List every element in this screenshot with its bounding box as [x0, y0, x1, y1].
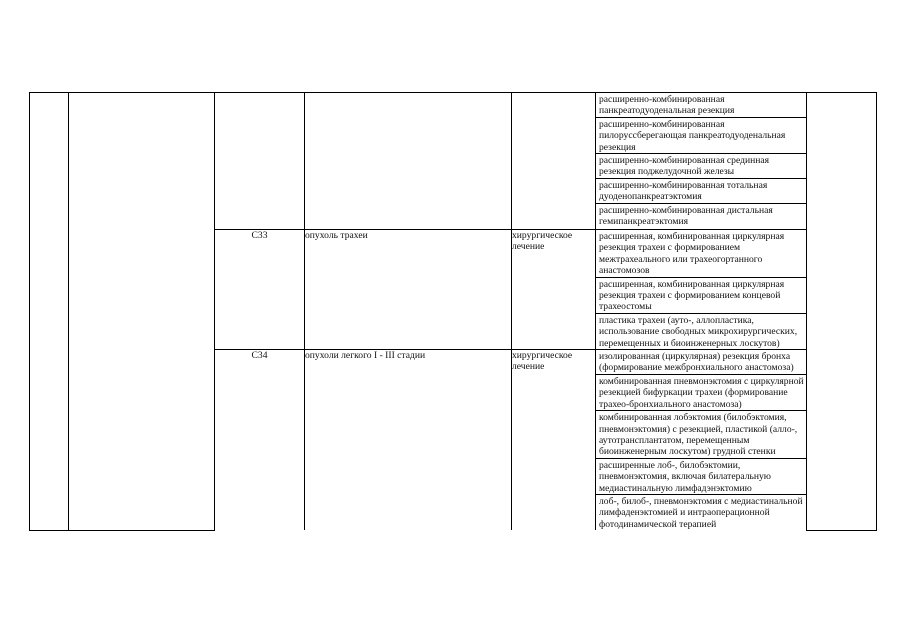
treatment-type-cell: хирургическое лечение	[512, 230, 596, 350]
table-row	[30, 93, 877, 230]
row-number-cell	[30, 93, 69, 531]
diagnosis-cell	[305, 93, 512, 230]
treatment-methods-cell	[596, 230, 807, 350]
diagnosis-cell: опухоль трахеи	[305, 230, 512, 350]
method-item: комбинированная пневмонэктомия с циркулярной резекцией бифуркации трахеи (формирование трахео-бронхиального анастомоза)	[596, 375, 806, 411]
method-item: лоб-, билоб-, пневмонэктомия с медиастинальной лимфаденэктомией и интраоперационной фотодинамической терапией	[599, 495, 803, 530]
treatment-type-cell	[512, 93, 596, 230]
treatment-methods-cell	[596, 93, 807, 230]
profile-cell	[69, 93, 215, 531]
method-item: пластика трахеи (ауто-, аллопластика, использование свободных микрохирургических, перемещенных и биоинженерных лоскутов)	[599, 314, 798, 349]
icd-code-cell: C34	[215, 350, 305, 531]
icd-code-cell	[215, 93, 305, 230]
cost-cell	[807, 93, 877, 531]
treatment-type-cell: хирургическое лечение	[512, 350, 596, 531]
method-item: комбинированная лобэктомия (билобэктомия, пневмонэктомия) с резекцией, пластикой (алло-, аутотрансплантатом, перемещенным биоинженерным лоскутом) грудной стенки	[596, 411, 806, 459]
diagnosis-cell: опухоли легкого I - III стадии	[305, 350, 512, 531]
method-item: расширенно-комбинированная срединная резекция поджелудочной железы	[596, 154, 806, 179]
medical-procedures-table	[29, 92, 877, 531]
method-item: расширенно-комбинированная панкреатодуоденальная резекция	[596, 93, 806, 118]
method-item: изолированная (циркулярная) резекция бронха (формирование межбронхиального анастомоза)	[596, 350, 806, 375]
method-item: расширенная, комбинированная циркулярная резекция трахеи с формированием концевой трахеостомы	[596, 278, 806, 314]
method-item: расширенно-комбинированная дистальная гемипанкреатэктомия	[599, 204, 773, 228]
icd-code-cell: C33	[215, 230, 305, 350]
method-item: расширенная, комбинированная циркулярная резекция трахеи с формированием межтрахеального или трахеогортанного анастомозов	[596, 230, 806, 278]
method-item: расширенные лоб-, билобэктомии, пневмонэктомия, включая билатеральную медиастинальную лимфадэнэктомию	[596, 459, 806, 495]
method-item: расширенно-комбинированная тотальная дуоденопанкреатэктомия	[596, 179, 806, 204]
method-item: расширенно-комбинированная пилоруссберегающая панкреатодуоденальная резекция	[596, 118, 806, 154]
treatment-methods-cell	[596, 350, 807, 531]
